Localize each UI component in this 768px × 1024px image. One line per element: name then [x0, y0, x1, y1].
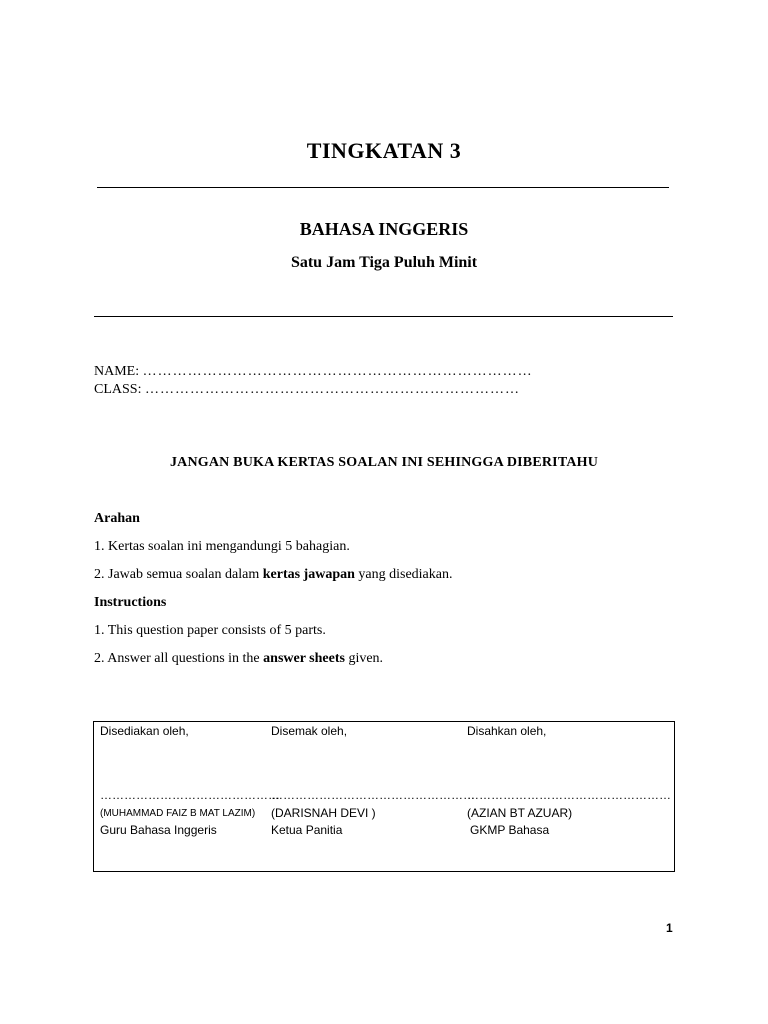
- subject-title: BAHASA INGGERIS: [299, 219, 469, 239]
- prepared-by-label: Disediakan oleh,: [100, 724, 189, 738]
- class-field: [94, 382, 520, 398]
- class-label: CLASS:: [94, 382, 142, 397]
- class-blank: …………………………………………………………………: [144, 382, 520, 397]
- arahan-item-2: 2. Jawab semua soalan dalam kertas jawapan yang disediakan.: [94, 567, 453, 582]
- exam-form-title: TINGKATAN 3: [306, 138, 462, 163]
- approved-by-label: Disahkan oleh,: [467, 724, 547, 738]
- name-blank: ……………………………………………………………………: [142, 364, 533, 379]
- page-number: 1: [666, 921, 673, 935]
- instructions-heading: Instructions: [94, 595, 167, 610]
- exam-duration: Satu Jam Tiga Puluh Minit: [290, 254, 478, 271]
- name-label: NAME:: [94, 364, 140, 379]
- approved-by-role: GKMP Bahasa: [470, 823, 550, 837]
- instructions-item-2: 2. Answer all questions in the answer sheets given.: [94, 651, 384, 666]
- approved-by-name: (AZIAN BT AZUAR): [467, 806, 573, 820]
- prepared-by-name: (MUHAMMAD FAIZ B MAT LAZIM): [100, 808, 256, 819]
- arahan-item-1: 1. Kertas soalan ini mengandungi 5 bahagian.: [94, 539, 350, 554]
- instructions-item-1: 1. This question paper consists of 5 parts.: [94, 623, 326, 638]
- name-field: [94, 364, 533, 380]
- do-not-open-warning: JANGAN BUKA KERTAS SOALAN INI SEHINGGA DIBERITAHU: [169, 455, 599, 470]
- prepared-by-signature-line: ………………………………………: [100, 788, 280, 802]
- checked-by-role: Ketua Panitia: [271, 823, 343, 837]
- checked-by-signature-line: ……………………………………………: [271, 788, 475, 802]
- checked-by-name: (DARISNAH DEVI ): [271, 806, 376, 820]
- approved-by-signature-line: ……………………………………………: [467, 788, 671, 802]
- prepared-by-role: Guru Bahasa Inggeris: [100, 823, 217, 837]
- arahan-heading: Arahan: [94, 511, 140, 526]
- divider-top: [97, 187, 669, 188]
- checked-by-label: Disemak oleh,: [271, 724, 348, 738]
- divider-bottom: [94, 316, 673, 317]
